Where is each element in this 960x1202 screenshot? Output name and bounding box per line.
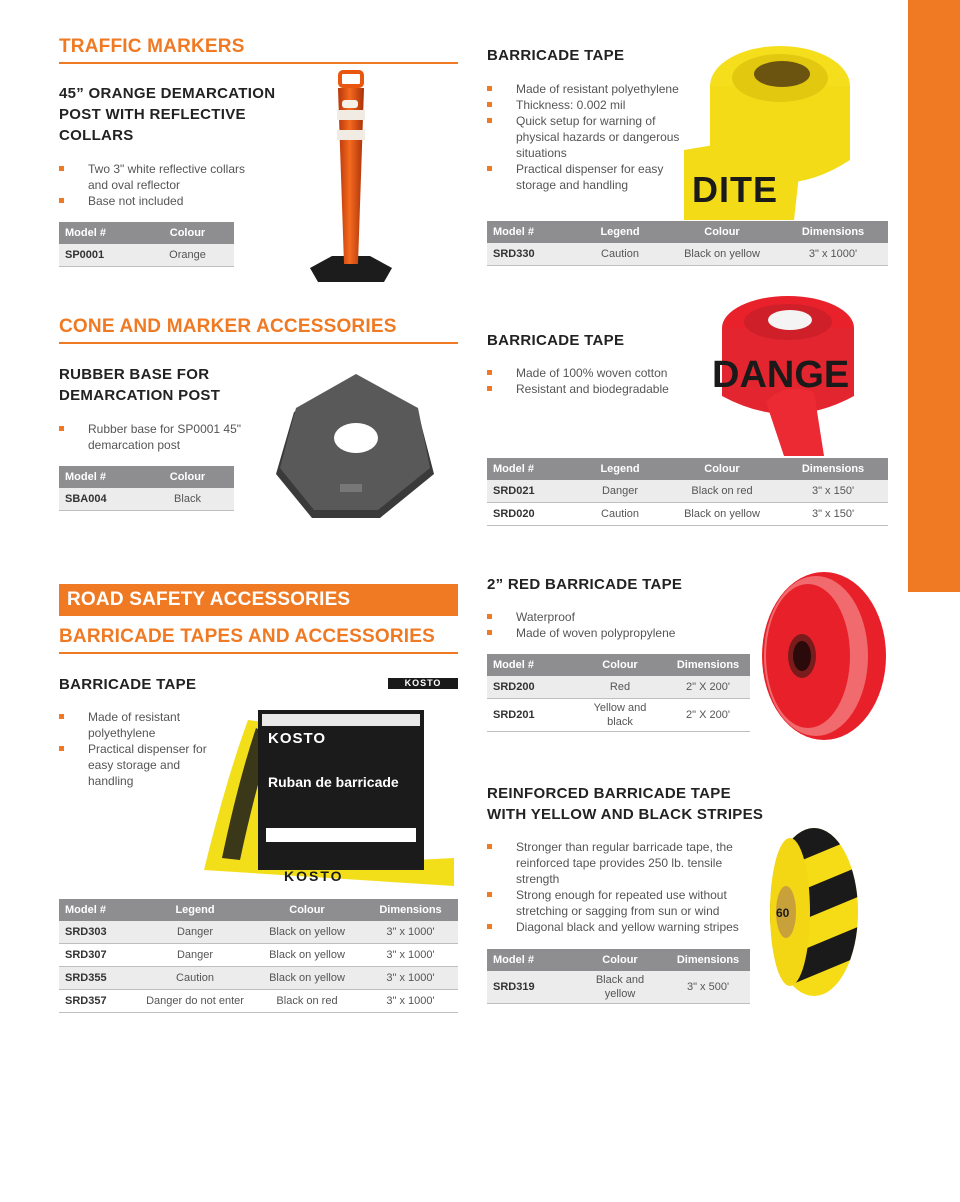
column-header: Model # xyxy=(59,466,141,488)
feature-item: Base not included xyxy=(59,193,259,209)
column-header: Legend xyxy=(139,899,251,921)
table-cell: SRD355 xyxy=(59,967,139,990)
feature-list xyxy=(487,839,747,935)
feature-item: Thickness: 0.002 mil xyxy=(487,97,687,113)
table-row xyxy=(487,243,888,266)
kosto-brand-logo xyxy=(388,678,458,689)
table-row xyxy=(59,244,234,267)
feature-item: Made of resistant polyethylene xyxy=(487,81,687,97)
table-row xyxy=(59,990,458,1013)
table-cell: Black xyxy=(141,488,234,511)
table-cell: SRD357 xyxy=(59,990,139,1013)
table-header-row xyxy=(487,458,888,480)
column-header: Legend xyxy=(574,458,666,480)
column-header: Dimensions xyxy=(363,899,458,921)
spec-table-sba004 xyxy=(59,466,234,511)
tape-ribbon-graphic xyxy=(196,690,460,890)
column-header: Legend xyxy=(574,221,666,243)
title-line: POST WITH REFLECTIVE xyxy=(59,106,246,123)
spec-table-sp0001 xyxy=(59,222,234,267)
feature-item: Practical dispenser for easy storage and handling xyxy=(487,161,687,193)
feature-item: Diagonal black and yellow warning stripes xyxy=(487,919,747,935)
table-cell: SRD307 xyxy=(59,944,139,967)
table-cell: 3" x 150' xyxy=(778,503,888,526)
table-header-row xyxy=(59,222,234,244)
table-cell: SP0001 xyxy=(59,244,141,267)
title-line: WITH YELLOW AND BLACK STRIPES xyxy=(487,806,764,823)
feature-list xyxy=(487,609,687,641)
table-cell: Black on red xyxy=(251,990,363,1013)
table-header-row xyxy=(487,221,888,243)
product-title-rubber-base xyxy=(59,364,220,406)
column-header: Dimensions xyxy=(778,221,888,243)
table-row xyxy=(59,967,458,990)
product-title-barricade-tape-2: BARRICADE TAPE xyxy=(487,332,625,349)
kosto-dispenser-image xyxy=(196,690,460,890)
spec-table-srd200-srd201 xyxy=(487,654,750,732)
yellow-tape-roll-image xyxy=(684,40,860,220)
column-header: Model # xyxy=(487,458,574,480)
product-title-red-barricade-tape: 2” RED BARRICADE TAPE xyxy=(487,576,683,593)
title-line: 45” ORANGE DEMARCATION xyxy=(59,85,276,102)
table-cell: Danger xyxy=(574,480,666,503)
feature-list xyxy=(59,161,259,209)
table-cell: 3" x 150' xyxy=(778,480,888,503)
column-header: Model # xyxy=(487,949,574,971)
spec-table-srd021-srd020 xyxy=(487,458,888,526)
table-cell: Black on yellow xyxy=(251,967,363,990)
table-cell: 3" x 1000' xyxy=(363,944,458,967)
table-cell: SRD330 xyxy=(487,243,574,266)
tape-print-text: DANGE xyxy=(712,354,850,396)
feature-item: Waterproof xyxy=(487,609,687,625)
table-cell: SRD021 xyxy=(487,480,574,503)
box-brand-text: KOSTO xyxy=(268,730,327,747)
table-header-row xyxy=(59,899,458,921)
feature-item: Strong enough for repeated use without stretching or sagging from sun or wind xyxy=(487,887,747,919)
table-cell: 2" X 200' xyxy=(666,676,750,699)
table-cell: 3" x 1000' xyxy=(363,921,458,944)
table-row xyxy=(487,676,750,699)
rubber-base-image xyxy=(268,372,444,524)
feature-item: Resistant and biodegradable xyxy=(487,381,687,397)
column-header: Colour xyxy=(666,221,778,243)
table-cell: Black on yellow xyxy=(251,944,363,967)
title-line: RUBBER BASE FOR xyxy=(59,366,210,383)
column-header: Dimensions xyxy=(666,949,750,971)
section-heading-traffic-markers: TRAFFIC MARKERS xyxy=(59,36,458,64)
feature-item: Rubber base for SP0001 45" demarcation post xyxy=(59,421,259,453)
table-cell: 3" x 1000' xyxy=(363,967,458,990)
feature-item: Quick setup for warning of physical hazards or dangerous situations xyxy=(487,113,687,161)
table-header-row xyxy=(487,949,750,971)
feature-list xyxy=(59,421,259,453)
table-cell: SRD201 xyxy=(487,699,574,732)
title-line: DEMARCATION POST xyxy=(59,387,221,404)
table-cell: Black and yellow xyxy=(574,971,666,1004)
table-cell: Caution xyxy=(139,967,251,990)
table-cell: Red xyxy=(574,676,666,699)
feature-list xyxy=(487,365,687,397)
feature-item: Made of resistant polyethylene xyxy=(59,709,209,741)
box-label-text: Ruban de barricade xyxy=(268,774,399,790)
feature-item: Made of woven polypropylene xyxy=(487,625,687,641)
table-cell: 3" x 500' xyxy=(666,971,750,1004)
table-row xyxy=(487,699,750,732)
table-cell: Yellow and black xyxy=(574,699,666,732)
red-tape-roll-image xyxy=(704,292,860,456)
table-row xyxy=(487,503,888,526)
table-row xyxy=(59,488,234,511)
product-title-demarcation-post xyxy=(59,83,275,146)
table-cell: Black on yellow xyxy=(251,921,363,944)
table-cell: SRD303 xyxy=(59,921,139,944)
demarcation-post-image xyxy=(300,68,400,290)
column-header: Model # xyxy=(487,654,574,676)
feature-list xyxy=(487,81,687,193)
product-title-barricade-tape-kosto: BARRICADE TAPE xyxy=(59,676,197,693)
title-line: REINFORCED BARRICADE TAPE xyxy=(487,785,731,802)
table-row xyxy=(487,971,750,1004)
section-band-road-safety: ROAD SAFETY ACCESSORIES xyxy=(59,584,458,616)
column-header: Model # xyxy=(59,899,139,921)
tape-print-text: 60 xyxy=(776,906,790,920)
table-header-row xyxy=(59,466,234,488)
table-cell: SRD319 xyxy=(487,971,574,1004)
table-cell: Orange xyxy=(141,244,234,267)
feature-item: Made of 100% woven cotton xyxy=(487,365,687,381)
feature-item: Two 3" white reflective collars and oval reflector xyxy=(59,161,259,193)
spec-table-srd319 xyxy=(487,949,750,1004)
table-header-row xyxy=(487,654,750,676)
product-title-reinforced-tape xyxy=(487,783,763,825)
column-header: Dimensions xyxy=(666,654,750,676)
section-heading-barricade-tapes: BARRICADE TAPES AND ACCESSORIES xyxy=(59,626,458,654)
striped-tape-roll-image xyxy=(764,826,860,998)
column-header: Dimensions xyxy=(778,458,888,480)
table-cell: Black on yellow xyxy=(666,503,778,526)
table-cell: Danger do not enter xyxy=(139,990,251,1013)
feature-item: Stronger than regular barricade tape, the reinforced tape provides 250 lb. tensile strength xyxy=(487,839,747,887)
section-heading-cone-accessories: CONE AND MARKER ACCESSORIES xyxy=(59,316,458,344)
table-row xyxy=(59,944,458,967)
brand-name: KOSTO xyxy=(404,678,442,688)
table-cell: Black on yellow xyxy=(666,243,778,266)
tape-print-text: DITE xyxy=(692,169,779,210)
column-header: Colour xyxy=(574,654,666,676)
title-line: COLLARS xyxy=(59,127,134,144)
feature-item: Practical dispenser for easy storage and handling xyxy=(59,741,209,789)
column-header: Colour xyxy=(251,899,363,921)
table-cell: 2" X 200' xyxy=(666,699,750,732)
column-header: Model # xyxy=(487,221,574,243)
column-header: Colour xyxy=(666,458,778,480)
column-header: Colour xyxy=(141,222,234,244)
table-cell: Caution xyxy=(574,243,666,266)
column-header: Model # xyxy=(59,222,141,244)
red-woven-tape-roll-image xyxy=(760,566,888,746)
table-cell: SRD020 xyxy=(487,503,574,526)
spec-table-srd330 xyxy=(487,221,888,266)
table-cell: Danger xyxy=(139,944,251,967)
table-cell: Black on red xyxy=(666,480,778,503)
table-cell: 3" x 1000' xyxy=(778,243,888,266)
tape-brand-text: KOSTO xyxy=(284,868,344,884)
feature-list xyxy=(59,709,209,789)
table-row xyxy=(59,921,458,944)
column-header: Colour xyxy=(574,949,666,971)
table-cell: SBA004 xyxy=(59,488,141,511)
table-cell: Caution xyxy=(574,503,666,526)
column-header: Colour xyxy=(141,466,234,488)
table-cell: Danger xyxy=(139,921,251,944)
table-cell: 3" x 1000' xyxy=(363,990,458,1013)
table-row xyxy=(487,480,888,503)
table-cell: SRD200 xyxy=(487,676,574,699)
product-title-barricade-tape-1: BARRICADE TAPE xyxy=(487,47,625,64)
spec-table-kosto-barricade-tape xyxy=(59,899,458,1013)
side-accent-strip xyxy=(908,0,960,592)
